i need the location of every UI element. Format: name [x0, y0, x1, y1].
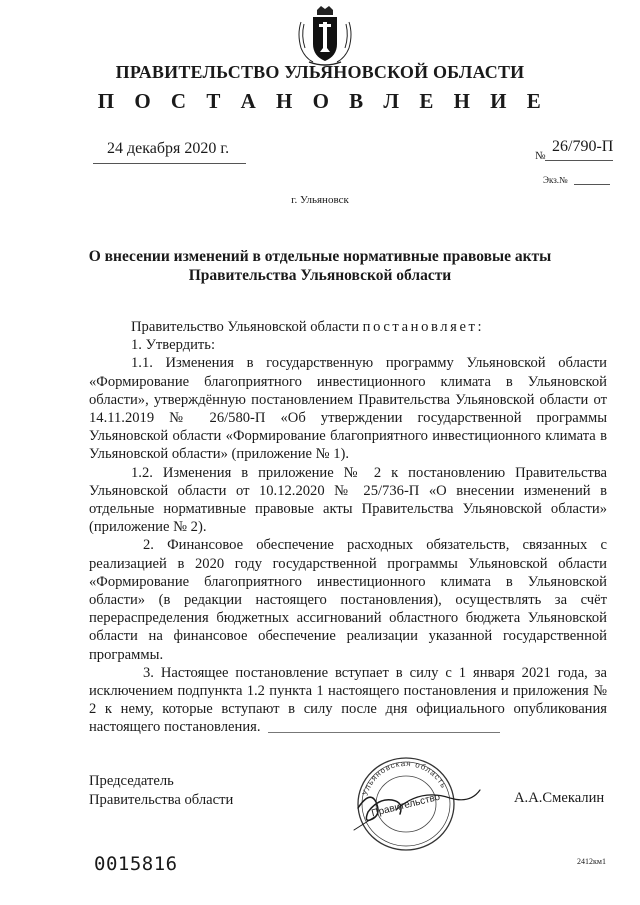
number-prefix: № [535, 150, 546, 162]
date-underline [93, 163, 246, 164]
signature-separator [268, 732, 500, 733]
paragraph-1: 1. Утвердить: [131, 337, 216, 354]
paragraph-1-2: 1.2. Изменения в приложение № 2 к постановлению Правительства Ульяновской области от 10.12.2020 № 25/736-П «О внесении изменений в отдельные нормативные правовые акты Правительства Ульяновской области» (приложение № 2). [89, 464, 607, 536]
document-body [89, 318, 607, 737]
city: г. Ульяновск [291, 194, 349, 206]
heading-line-1: О внесении изменений в отдельные нормативные правовые акты [88, 248, 552, 265]
government-title: ПРАВИТЕЛЬСТВО УЛЬЯНОВСКОЙ ОБЛАСТИ [115, 62, 525, 82]
signer-name: А.А.Смекалин [514, 790, 605, 806]
serial-number: 0015816 [94, 853, 178, 875]
signer-position-line-1: Председатель [89, 773, 174, 789]
intro-text: Правительство Ульяновской области [131, 319, 360, 335]
form-code: 2412км1 [577, 857, 606, 866]
document-number: 26/790-П [552, 138, 614, 155]
copy-number-label: Экз.№ [543, 175, 568, 185]
seal-ring-text: Ульяновская область [360, 758, 449, 797]
document-type: П О С Т А Н О В Л Е Н И Е [97, 89, 549, 113]
paragraph-3: 3. Настоящее постановление вступает в силу с 1 января 2021 года, за исключением подпункта 1.2 пункта 1 настоящего постановления и приложения № 2 к нему, которые вступают в силу после дня официального опубликования настоящего постановления. [89, 664, 607, 736]
copy-number-underline [574, 184, 610, 185]
paragraph-2: 2. Финансовое обеспечение расходных обязательств, связанных с реализацией в 2020 году государственной программы Ульяновской области «Формирование благоприятного инвестиционного климата в Ульяновской области» (в редакции настоящего постановления), осуществлять за счёт перераспределения бюджетных ассигнований областного бюджета Ульяновской области на финансовое обеспечение реализации указанной государственной программы. [89, 537, 607, 663]
coat-of-arms-icon [295, 4, 355, 66]
paragraph-1-1: 1.1. Изменения в государственную программу Ульяновской области «Формирование благоприятного инвестиционного климата в Ульяновской области», утверждённую постановлением Правительства Ульяновской области от 14.11.2019 № 26/580-П «Об утверждении государственной программы Ульяновской области «Формирование благоприятного инвестиционного климата в Ульяновской области» (приложение № 1). [89, 355, 607, 463]
intro-paragraph [89, 318, 607, 336]
number-underline [545, 160, 613, 161]
handwritten-signature [330, 760, 520, 850]
document-date: 24 декабря 2020 г. [107, 140, 230, 157]
signer-position-line-2: Правительства области [89, 792, 234, 808]
signer-position [89, 772, 233, 810]
document-heading [60, 247, 580, 285]
heading-line-2: Правительства Ульяновской области [188, 267, 452, 284]
seal-text: Правительство [370, 791, 442, 820]
decree-verb: постановляет: [362, 319, 485, 335]
